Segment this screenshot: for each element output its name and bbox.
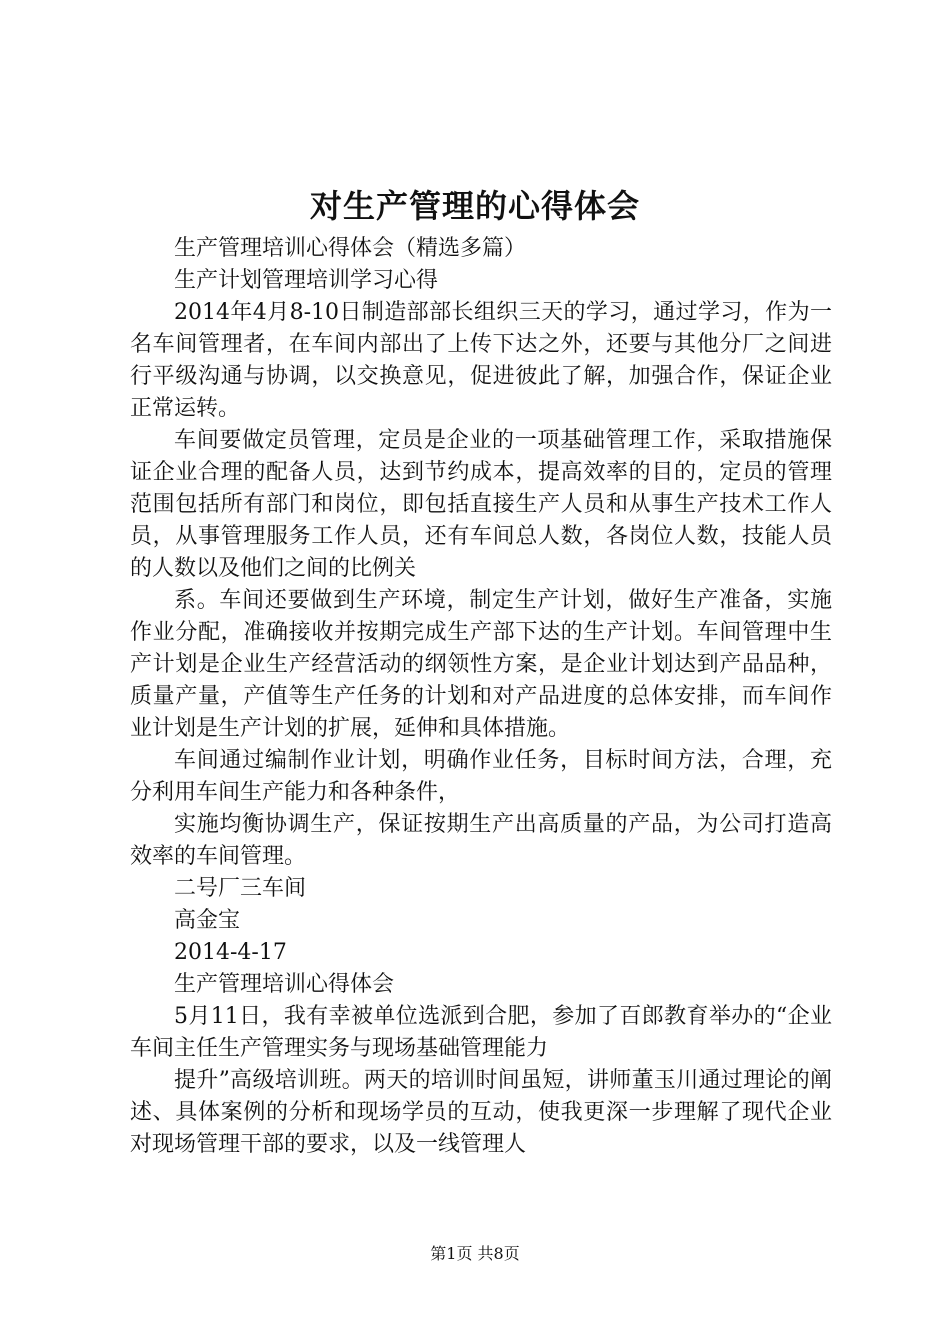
paragraph-4: 车间通过编制作业计划，明确作业任务，目标时间方法，合理，充分利用车间生产能力和各种条件， [130, 748, 832, 805]
paragraph-3: 系。车间还要做到生产环境，制定生产计划，做好生产准备，实施作业分配，准确接收并按期完成生产部下达的生产计划。车间管理中生产计划是企业生产经营活动的纲领性方案，是企业计划达到产品品种，质量产量，产值等生产任务的计划和对产品进度的总体安排，而车间作业计划是生产计划的扩展，延伸和具体措施。 [130, 588, 832, 741]
paragraph-7: 提升”高级培训班。两天的培训时间虽短，讲师董玉川通过理论的阐述、具体案例的分析和现场学员的互动，使我更深一步理解了现代企业对现场管理干部的要求，以及一线管理人 [130, 1068, 832, 1157]
paragraph-heading-1: 生产管理培训心得体会（精选多篇） [174, 236, 527, 261]
paragraph-5: 实施均衡协调生产，保证按期生产出高质量的产品，为公司打造高效率的车间管理。 [130, 812, 832, 869]
document-title: 对生产管理的心得体会 [309, 187, 640, 225]
document-body [130, 233, 832, 1161]
signature-name: 高金宝 [174, 908, 241, 933]
paragraph-heading-3: 生产管理培训心得体会 [174, 972, 395, 997]
signature-department: 二号厂三车间 [174, 876, 307, 901]
paragraph-6: 5月11日，我有幸被单位选派到合肥，参加了百郎教育举办的“企业车间主任生产管理实务与现场基础管理能力 [130, 1004, 832, 1061]
paragraph-2: 车间要做定员管理，定员是企业的一项基础管理工作，采取措施保证企业合理的配备人员，达到节约成本，提高效率的目的，定员的管理范围包括所有部门和岗位，即包括直接生产人员和从事生产技术工作人员，从事管理服务工作人员，还有车间总人数，各岗位人数，技能人员的人数以及他们之间的比例关 [130, 428, 832, 581]
signature-date: 2014-4-17 [174, 940, 287, 965]
paragraph-1: 2014年4月8-10日制造部部长组织三天的学习，通过学习，作为一名车间管理者，在车间内部出了上传下达之外，还要与其他分厂之间进行平级沟通与协调，以交换意见，促进彼此了解，加强合作，保证企业正常运转。 [130, 300, 832, 421]
page-footer: 第1页 共8页 [430, 1244, 520, 1263]
paragraph-heading-2: 生产计划管理培训学习心得 [174, 268, 439, 293]
